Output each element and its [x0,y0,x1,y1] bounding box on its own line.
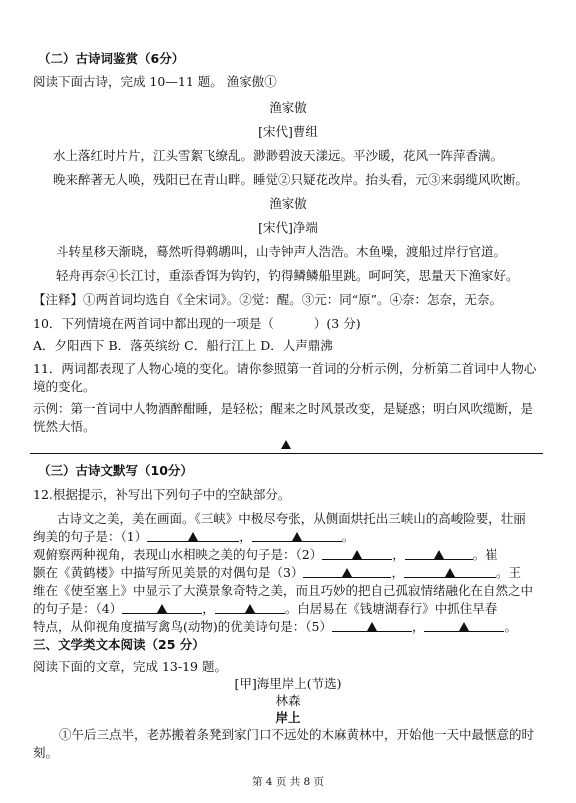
poem1-title: 渔家傲 [269,100,307,115]
section-heading-poetry: （二）古诗词鉴赏（6分） [38,51,185,66]
triangle-icon [434,550,444,559]
recitation-text: ， [391,565,404,580]
section-divider [30,453,543,454]
answer-blank-4b[interactable] [215,601,285,614]
recitation-text: 的句子是：（4） [33,601,123,616]
section-heading-recitation: （三）古诗文默写（10分） [38,463,193,478]
recitation-para-line4 [33,565,521,581]
essay-title: [甲]海里岸上(节选) [234,676,342,691]
triangle-icon [188,532,198,541]
triangle-icon [281,440,291,449]
essay-para1-line2: 刻。 [33,745,59,760]
essay-para1-line1: ①午后三点半，老苏搬着条凳到家门口不远处的木麻黄林中，开始他一天中最惬意的时 [59,727,535,742]
answer-blank-3b[interactable] [404,565,496,578]
recitation-para-line5: 维在《使至塞上》中显示了大漠景象奇特之美，而且巧妙的把自己孤寂情绪融化在自然之中 [33,583,534,598]
question-11-line1: 11．两词都表现了人物心境的变化。请你参照第一首词的分析示例，分析第二首词中人物心 [33,361,537,376]
recitation-text: 绚美的句子是：（1） [33,529,148,544]
recitation-text: ， [411,619,425,634]
recitation-para-line7 [33,619,517,635]
poem1-line1: 水上落红时片片，江头雪絮飞缭乱。渺渺碧波天漾远。平沙暖，花风一阵萍香满。 [53,148,504,163]
answer-blank-1a[interactable] [147,529,239,542]
example-line1: 示例：第一首词中人物酒醉酣睡，是轻松；醒来之时风景改变，是疑惑；明白风吹缆断，是 [33,401,534,416]
answer-blank-4a[interactable] [122,601,202,614]
recitation-para-line3 [33,547,498,563]
recitation-text: 。白居易在《钱塘湖春行》中抓住早春 [284,601,498,616]
triangle-icon [352,550,362,559]
essay-subtitle: 岸上 [275,710,301,725]
question-12: 12.根据提示，补写出下列句子中的空缺部分。 [33,487,291,502]
question-10-options: A．夕阳西下 B．落英缤纷 C．船行江上 D．人声鼎沸 [33,338,333,353]
triangle-icon [292,532,302,541]
question-11-line2: 境的变化。 [33,379,96,394]
poem2-line1: 斗转星移天渐晓，蓦然听得鹈鹕叫，山寺钟声人浩浩。木鱼噪，渡船过岸行官道。 [56,244,507,259]
recitation-text: 。崔 [472,547,498,562]
poem1-author: [宋代]曹组 [258,124,318,139]
recitation-text: 颢在《黄鹤楼》中描写所见美景的对偶句是（3） [33,565,304,580]
essay-author: 林森 [275,693,301,708]
answer-blank-5a[interactable] [332,619,412,632]
reading-intro: 阅读下面的文章，完成 13-19 题。 [33,659,227,674]
recitation-para-line2 [33,529,354,545]
recitation-text: 特点，从仰视角度描写禽鸟(动物)的优美诗句是：（5） [33,619,332,634]
question-10-score: ）(3 分) [313,316,361,331]
recitation-text: ， [392,547,405,562]
recitation-para-line6 [33,601,497,617]
answer-blank-1b[interactable] [252,529,342,542]
triangle-icon [459,622,469,631]
recitation-text: ， [239,529,252,544]
answer-mark [281,437,291,453]
section-heading-reading: 三、文学类文本阅读（25 分） [33,637,205,652]
triangle-icon [367,622,377,631]
answer-blank-3a[interactable] [303,565,391,578]
triangle-icon [342,568,352,577]
answer-blank-5b[interactable] [424,619,504,632]
poem2-title: 渔家傲 [269,196,307,211]
answer-blank-2a[interactable] [322,547,392,560]
question-10 [33,316,361,332]
recitation-text: 观俯察两种视角，表现山水相映之美的句子是：（2） [33,547,323,562]
recitation-text: 。 [504,619,517,634]
annotation-note: 【注释】①两首词均选自《全宋词》。②觉：醒。③元：同“原”。④奈：怎奈，无奈。 [33,292,503,307]
triangle-icon [245,604,255,613]
example-line2: 恍然大悟。 [33,419,96,434]
poem2-author: [宋代]净端 [258,220,318,235]
triangle-icon [157,604,167,613]
poem1-line2: 晚来醉著无人唤，残阳已在青山畔。睡觉②只疑花改岸。抬头看，元③来弱缆风吹断。 [53,172,529,187]
question-10-stem: 10．下列情境在两首词中都出现的一项是（ [33,316,274,331]
recitation-para-line1: 古诗文之美，美在画面。《三峡》中极尽夸张，从侧面烘托出三峡山的高峻险要，壮丽 [57,511,526,526]
page-footer: 第 4 页 共 8 页 [251,776,325,788]
recitation-text: 。王 [495,565,521,580]
triangle-icon [445,568,455,577]
recitation-text: ， [202,601,215,616]
recitation-text: 。 [341,529,355,544]
poetry-intro: 阅读下面古诗，完成 10—11 题。 渔家傲① [33,74,277,89]
poem2-line2: 轻舟再奈④长江讨，重添香饵为钩钓，钓得鳞鳞船里跳。呵呵笑，思量天下渔家好。 [56,268,519,283]
answer-blank-2b[interactable] [405,547,473,560]
